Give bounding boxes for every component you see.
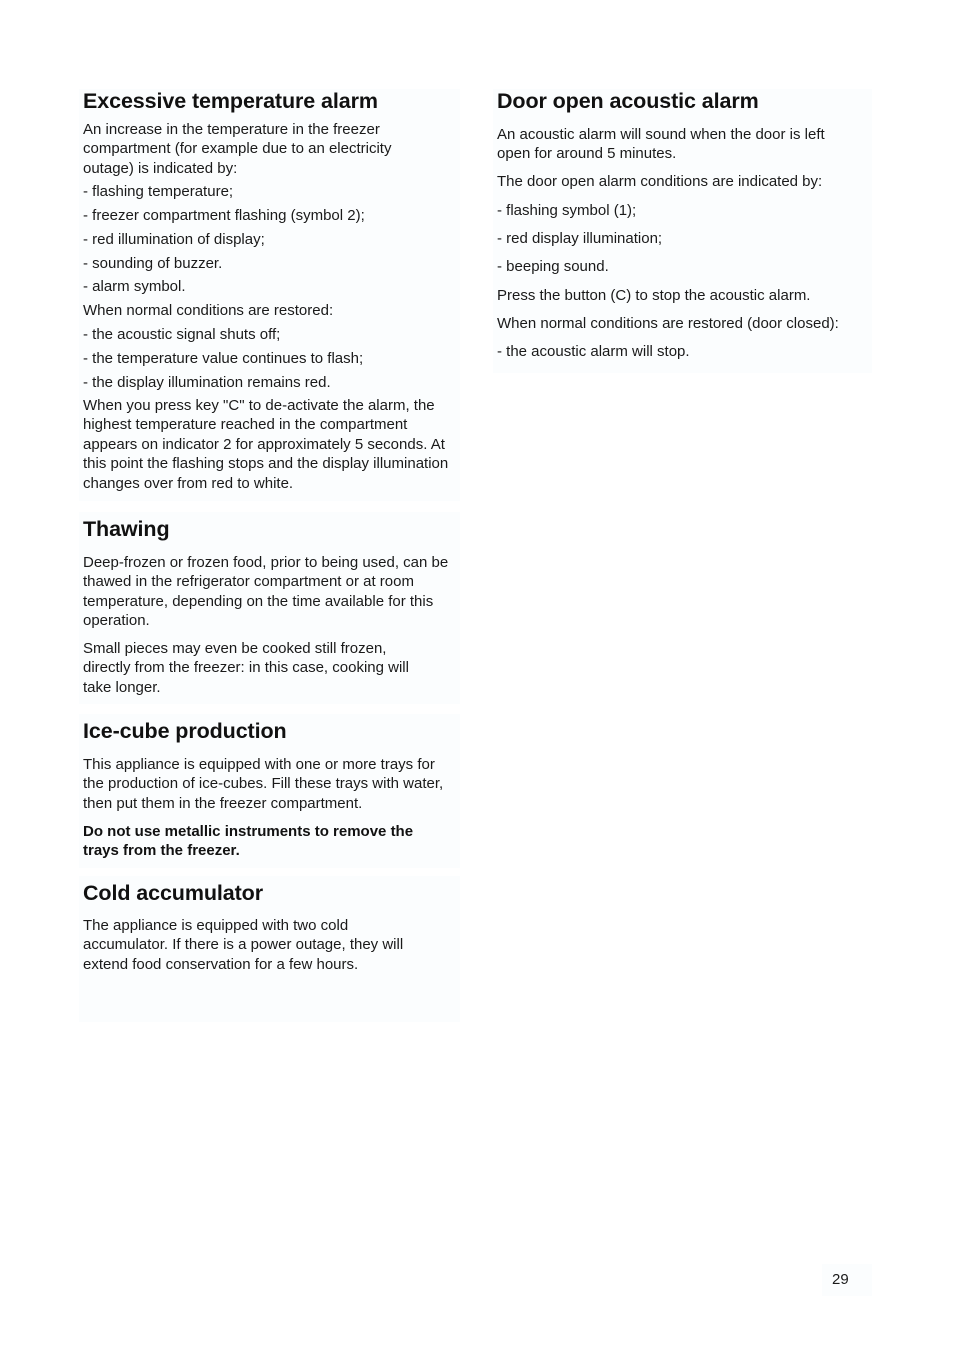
excessive-item: - flashing temperature; [83, 183, 234, 200]
cold-accumulator-paragraph: The appliance is equipped with two cold accumulator. If there is a power outage, they will extend food conservation for a few hours. [83, 917, 404, 973]
door-item: - beeping sound. [497, 258, 609, 275]
thawing-paragraph-2: Small pieces may even be cooked still frozen, directly from the freezer: in this case, cooking will take longer. [83, 640, 409, 696]
excessive-closing: When you press key "C" to de-activate the alarm, the highest temperature reached in the compartment appears on indicator 2 for approximately 5 seconds. At this point the flashing stops and the display illumination changes over from red to white. [83, 397, 449, 492]
section-ice-cube-production [79, 714, 460, 868]
excessive-item: - sounding of buzzer. [83, 255, 223, 272]
excessive-item: - freezer compartment flashing (symbol 2); [83, 207, 365, 224]
excessive-restored-intro: When normal conditions are restored: [83, 302, 334, 319]
excessive-intro: An increase in the temperature in the freezer compartment (for example due to an electricity outage) is indicated by: [83, 121, 392, 177]
excessive-item: - alarm symbol. [83, 278, 186, 295]
heading-door-open-acoustic-alarm: Door open acoustic alarm [497, 89, 759, 113]
heading-cold-accumulator: Cold accumulator [83, 881, 263, 905]
ice-cube-warning: Do not use metallic instruments to remove the trays from the freezer. [83, 823, 414, 860]
heading-excessive-temperature-alarm: Excessive temperature alarm [83, 89, 378, 113]
excessive-restored-item: - the acoustic signal shuts off; [83, 326, 281, 343]
door-paragraph-3: Press the button (C) to stop the acoustic alarm. [497, 287, 811, 304]
page-number-box [822, 1264, 872, 1296]
section-door-open-acoustic-alarm [493, 89, 872, 373]
excessive-item: - red illumination of display; [83, 231, 265, 248]
door-paragraph-5: - the acoustic alarm will stop. [497, 343, 690, 360]
thawing-paragraph-1: Deep-frozen or frozen food, prior to being used, can be thawed in the refrigerator compartment or at room temperature, depending on the time available for this operation. [83, 554, 449, 630]
section-excessive-temperature-alarm [79, 89, 460, 501]
excessive-restored-item: - the display illumination remains red. [83, 374, 331, 391]
section-cold-accumulator [79, 876, 460, 1022]
door-paragraph-1: An acoustic alarm will sound when the door is left open for around 5 minutes. [497, 126, 825, 163]
page-number: 29 [832, 1271, 849, 1288]
door-paragraph-2: The door open alarm conditions are indicated by: [497, 173, 823, 190]
section-thawing [79, 512, 460, 704]
ice-cube-paragraph: This appliance is equipped with one or more trays for the production of ice-cubes. Fill these trays with water, then put them in the freezer compartment. [83, 756, 444, 812]
heading-ice-cube-production: Ice-cube production [83, 719, 287, 743]
door-item: - flashing symbol (1); [497, 202, 637, 219]
door-paragraph-4: When normal conditions are restored (door closed): [497, 315, 839, 332]
heading-thawing: Thawing [83, 517, 170, 541]
excessive-restored-item: - the temperature value continues to flash; [83, 350, 364, 367]
door-item: - red display illumination; [497, 230, 663, 247]
